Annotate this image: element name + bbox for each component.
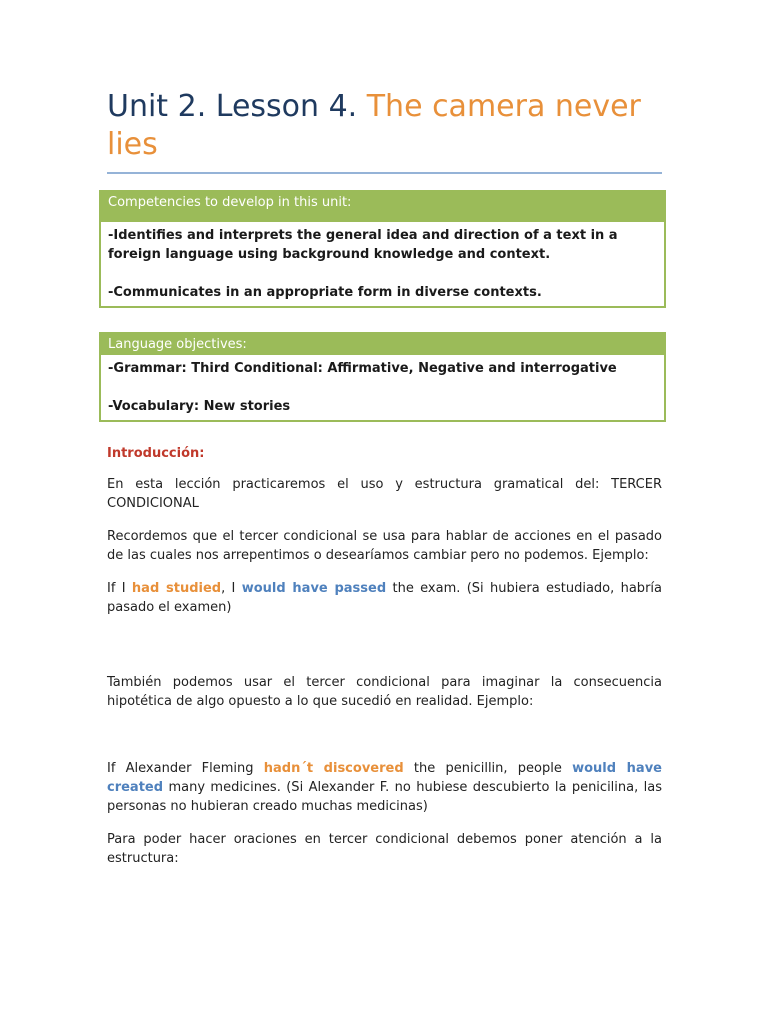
example-2 xyxy=(107,759,662,816)
example-text: If I xyxy=(107,581,132,596)
objective-item: -Vocabulary: New stories xyxy=(108,399,291,414)
example-text: the exam. (Si hubiera estudiado, habría pasado el examen) xyxy=(107,581,662,615)
intro-heading: Introducción: xyxy=(107,446,205,461)
objectives-box xyxy=(99,332,666,422)
document-page xyxy=(107,88,662,882)
intro-paragraph-1: En esta lección practicaremos el uso y estructura gramatical del: TERCER CONDICIONAL xyxy=(107,477,662,511)
objectives-heading: Language objectives: xyxy=(101,334,664,355)
example-if-clause: had studied xyxy=(131,581,222,596)
spacer xyxy=(107,631,662,673)
title-accent: The camera never lies xyxy=(107,89,641,162)
example-result-clause: would have passed xyxy=(241,581,387,596)
objectives-body xyxy=(101,355,664,420)
example-text: many medicines. (Si Alexander F. no hubiese descubierto la penicilina, las personas no hubieran creado muchas medicinas) xyxy=(107,780,662,814)
example-if-clause: hadn´t discovered xyxy=(263,761,404,776)
title-divider xyxy=(107,172,662,174)
example-1 xyxy=(107,579,662,617)
example-text: If Alexander Fleming xyxy=(107,761,264,776)
competency-item: -Identifies and interprets the general idea and direction of a text in a foreign language using background knowledge and context. xyxy=(108,228,618,262)
spacer xyxy=(107,725,662,759)
competencies-body xyxy=(101,222,664,306)
example-result-clause: would have created xyxy=(107,761,662,795)
intro-paragraph-3: También podemos usar el tercer condicional para imaginar la consecuencia hipotética de algo opuesto a lo que sucedió en realidad. Ejemplo: xyxy=(107,675,662,709)
title-main: Unit 2. Lesson 4. xyxy=(107,89,367,124)
competency-item: -Communicates in an appropriate form in diverse contexts. xyxy=(108,285,542,300)
example-text: the penicillin, people xyxy=(403,761,573,776)
competencies-box xyxy=(99,190,666,308)
intro-paragraph-2: Recordemos que el tercer condicional se usa para hablar de acciones en el pasado de las cuales nos arrepentimos o desearíamos cambiar pero no podemos. Ejemplo: xyxy=(107,529,662,563)
example-text: , I xyxy=(221,581,242,596)
competencies-heading: Competencies to develop in this unit: xyxy=(101,192,664,222)
page-title xyxy=(107,88,662,172)
objective-item: -Grammar: Third Conditional: Affirmative, Negative and interrogative xyxy=(108,361,617,376)
intro-paragraph-4: Para poder hacer oraciones en tercer condicional debemos poner atención a la estructura: xyxy=(107,832,662,866)
